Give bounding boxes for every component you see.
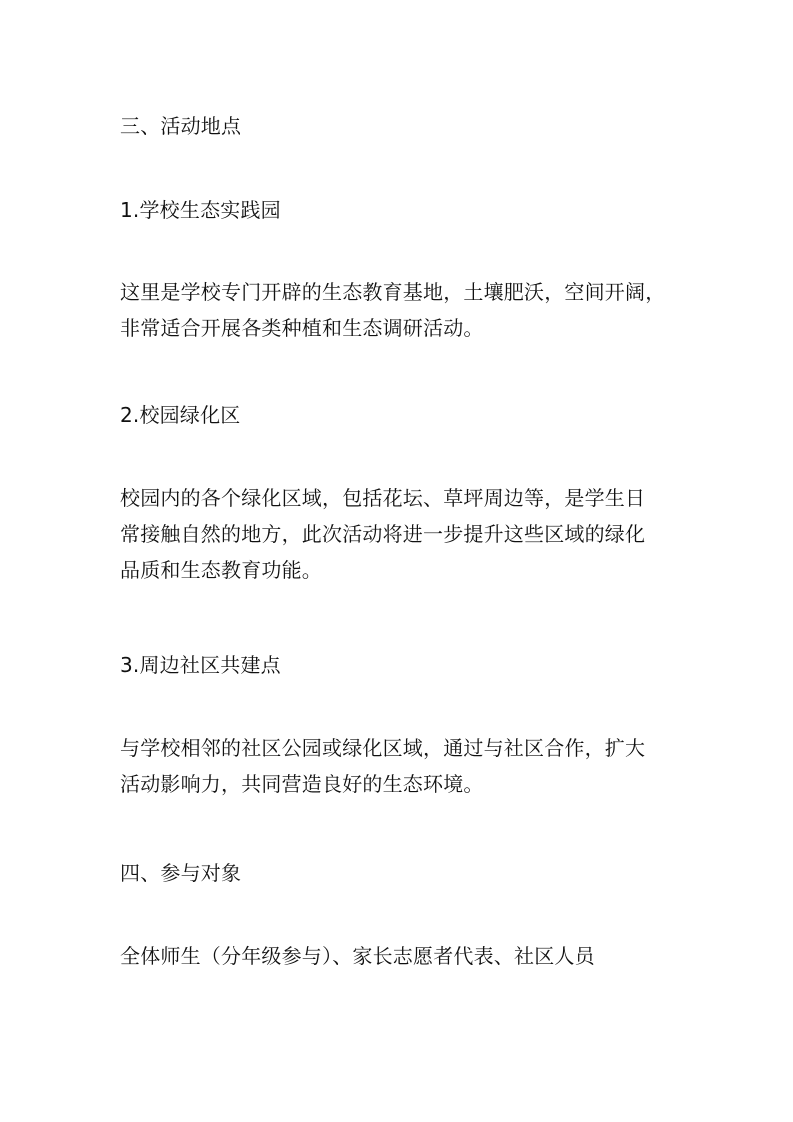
section-4-text: 全体师生（分年级参与）、家长志愿者代表、社区人员	[120, 944, 595, 968]
item-1-paragraph: 这里是学校专门开辟的生态教育基地，土壤肥沃，空间开阔， 非常适合开展各类种植和生态调研活动。	[120, 280, 666, 340]
item-2-paragraph: 校园内的各个绿化区域，包括花坛、草坪周边等，是学生日 常接触自然的地方，此次活动将进一步提升这些区域的绿化 品质和生态教育功能。	[120, 486, 646, 582]
item-3-title: 3.周边社区共建点	[120, 653, 281, 677]
item-2-title: 2.校园绿化区	[120, 403, 241, 427]
item-1-title: 1.学校生态实践园	[120, 198, 281, 222]
section-4-heading: 四、参与对象	[120, 861, 242, 885]
section-3-heading: 三、活动地点	[120, 114, 242, 138]
item-3-paragraph: 与学校相邻的社区公园或绿化区域，通过与社区合作，扩大 活动影响力，共同营造良好的生态环境。	[120, 736, 646, 796]
